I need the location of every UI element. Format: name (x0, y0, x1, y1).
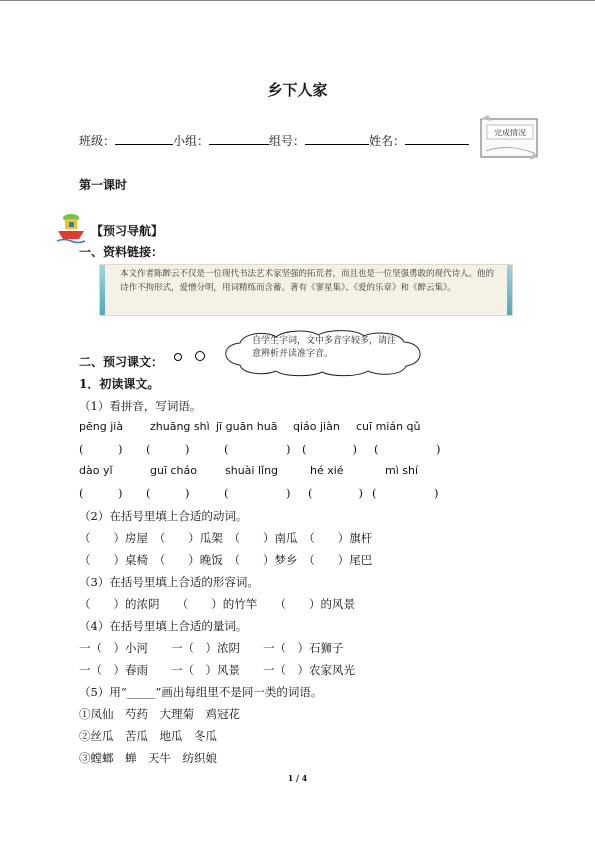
answer-2[interactable]: ( ) (146, 442, 190, 456)
class-label: 班级： (79, 134, 116, 148)
thought-bubble-medium (195, 351, 205, 361)
page-number: 1 / 4 (287, 773, 308, 783)
number-label: 组号： (269, 134, 306, 148)
thought-bubble-small (174, 353, 182, 361)
pinyin-2: zhuāng shì (150, 420, 210, 433)
answer-4[interactable]: ( ) (302, 442, 357, 456)
pinyin-10: mì shí (385, 464, 419, 477)
preview-heading: 【预习导航】 (91, 224, 164, 238)
word-group-2: ②丝瓜 苦瓜 地瓜 冬瓜 (79, 729, 217, 743)
header-rule (0, 0, 595, 1)
answer-5[interactable]: ( ) (374, 442, 441, 456)
question-1-1: （1）看拼音，写词语。 (79, 399, 202, 413)
pinyin-6: dào yǐ (79, 464, 113, 477)
page-title: 乡下人家 (267, 81, 328, 99)
name-label: 姓名： (369, 134, 406, 148)
class-blank[interactable] (115, 133, 173, 145)
measure-row-1: 一（ ）小河 一（ ）浓阴 一（ ）石狮子 (79, 641, 344, 655)
pinyin-8: shuài lǐng (225, 464, 279, 477)
question-1-2: （2）在括号里填上合适的动词。 (79, 509, 248, 523)
lesson-label: 第一课时 (79, 178, 128, 192)
question-1-5: （5）用“_____”画出每组里不是同一类的词语。 (79, 685, 323, 699)
section-2-heading: 二、预习课文： (79, 355, 164, 369)
answer-10[interactable]: ( ) (372, 486, 439, 500)
section-1-heading: 一、资料链接： (79, 245, 164, 259)
pinyin-4: qiáo jiàn (293, 420, 340, 433)
pinyin-7: guī cháo (150, 464, 197, 477)
completion-stamp (478, 115, 540, 160)
number-blank[interactable] (305, 133, 369, 145)
question-1-4: （4）在括号里填上合适的量词。 (79, 619, 248, 633)
pinyin-5: cuī mián qǔ (356, 420, 421, 433)
image-right-edge (507, 265, 512, 315)
image-left-edge (100, 265, 105, 315)
group-label: 小组： (173, 134, 210, 148)
answer-7[interactable]: ( ) (146, 486, 190, 500)
question-1: 1．初读课文。 (79, 377, 160, 391)
answer-3[interactable]: ( ) (224, 442, 291, 456)
verbs-row-1: （ ）房屋 （ ）瓜架 （ ）南瓜 （ ）旗杆 (79, 531, 373, 545)
pinyin-3: jī guān huā (216, 420, 278, 433)
adjectives-row: （ ）的浓阴 （ ）的竹竿 （ ）的风景 (79, 597, 355, 611)
question-1-3: （3）在括号里填上合适的形容词。 (79, 575, 259, 589)
stamp-label: 完成情况 (494, 128, 526, 138)
measure-row-2: 一（ ）春雨 一（ ）风景 一（ ）农家风光 (79, 663, 355, 677)
answer-9[interactable]: ( ) (308, 486, 363, 500)
verbs-row-2: （ ）桌椅 （ ）晚饭 （ ）梦乡 （ ）尾巴 (79, 553, 373, 567)
group-blank[interactable] (209, 133, 269, 145)
name-blank[interactable] (405, 133, 469, 145)
word-group-1: ①凤仙 芍药 大理菊 鸡冠花 (79, 707, 240, 721)
word-group-3: ③螳螂 蝉 天牛 纺织娘 (79, 751, 217, 765)
answer-6[interactable]: ( ) (79, 486, 123, 500)
pinyin-9: hé xié (310, 464, 344, 477)
resource-link-image (99, 264, 513, 316)
answer-8[interactable]: ( ) (224, 486, 291, 500)
cloud-note: 自学生字词，文中多音字较多，请注意辨析并读准字音。 (252, 336, 397, 359)
answer-1[interactable]: ( ) (79, 442, 123, 456)
boat-icon (56, 210, 86, 244)
pinyin-1: pēng jià (79, 420, 124, 433)
resource-link-text: 本文作者陈醉云不仅是一位现代书法艺术家坚强的拓荒者，而且也是一位坚强勇敢的现代诗人。他的诗作不拘形式，爱憎分明，用词精练而含蓄。著有《寥星集》、《爱的乐章》和《醉云集》。 (120, 269, 495, 293)
student-info-line (79, 132, 469, 149)
